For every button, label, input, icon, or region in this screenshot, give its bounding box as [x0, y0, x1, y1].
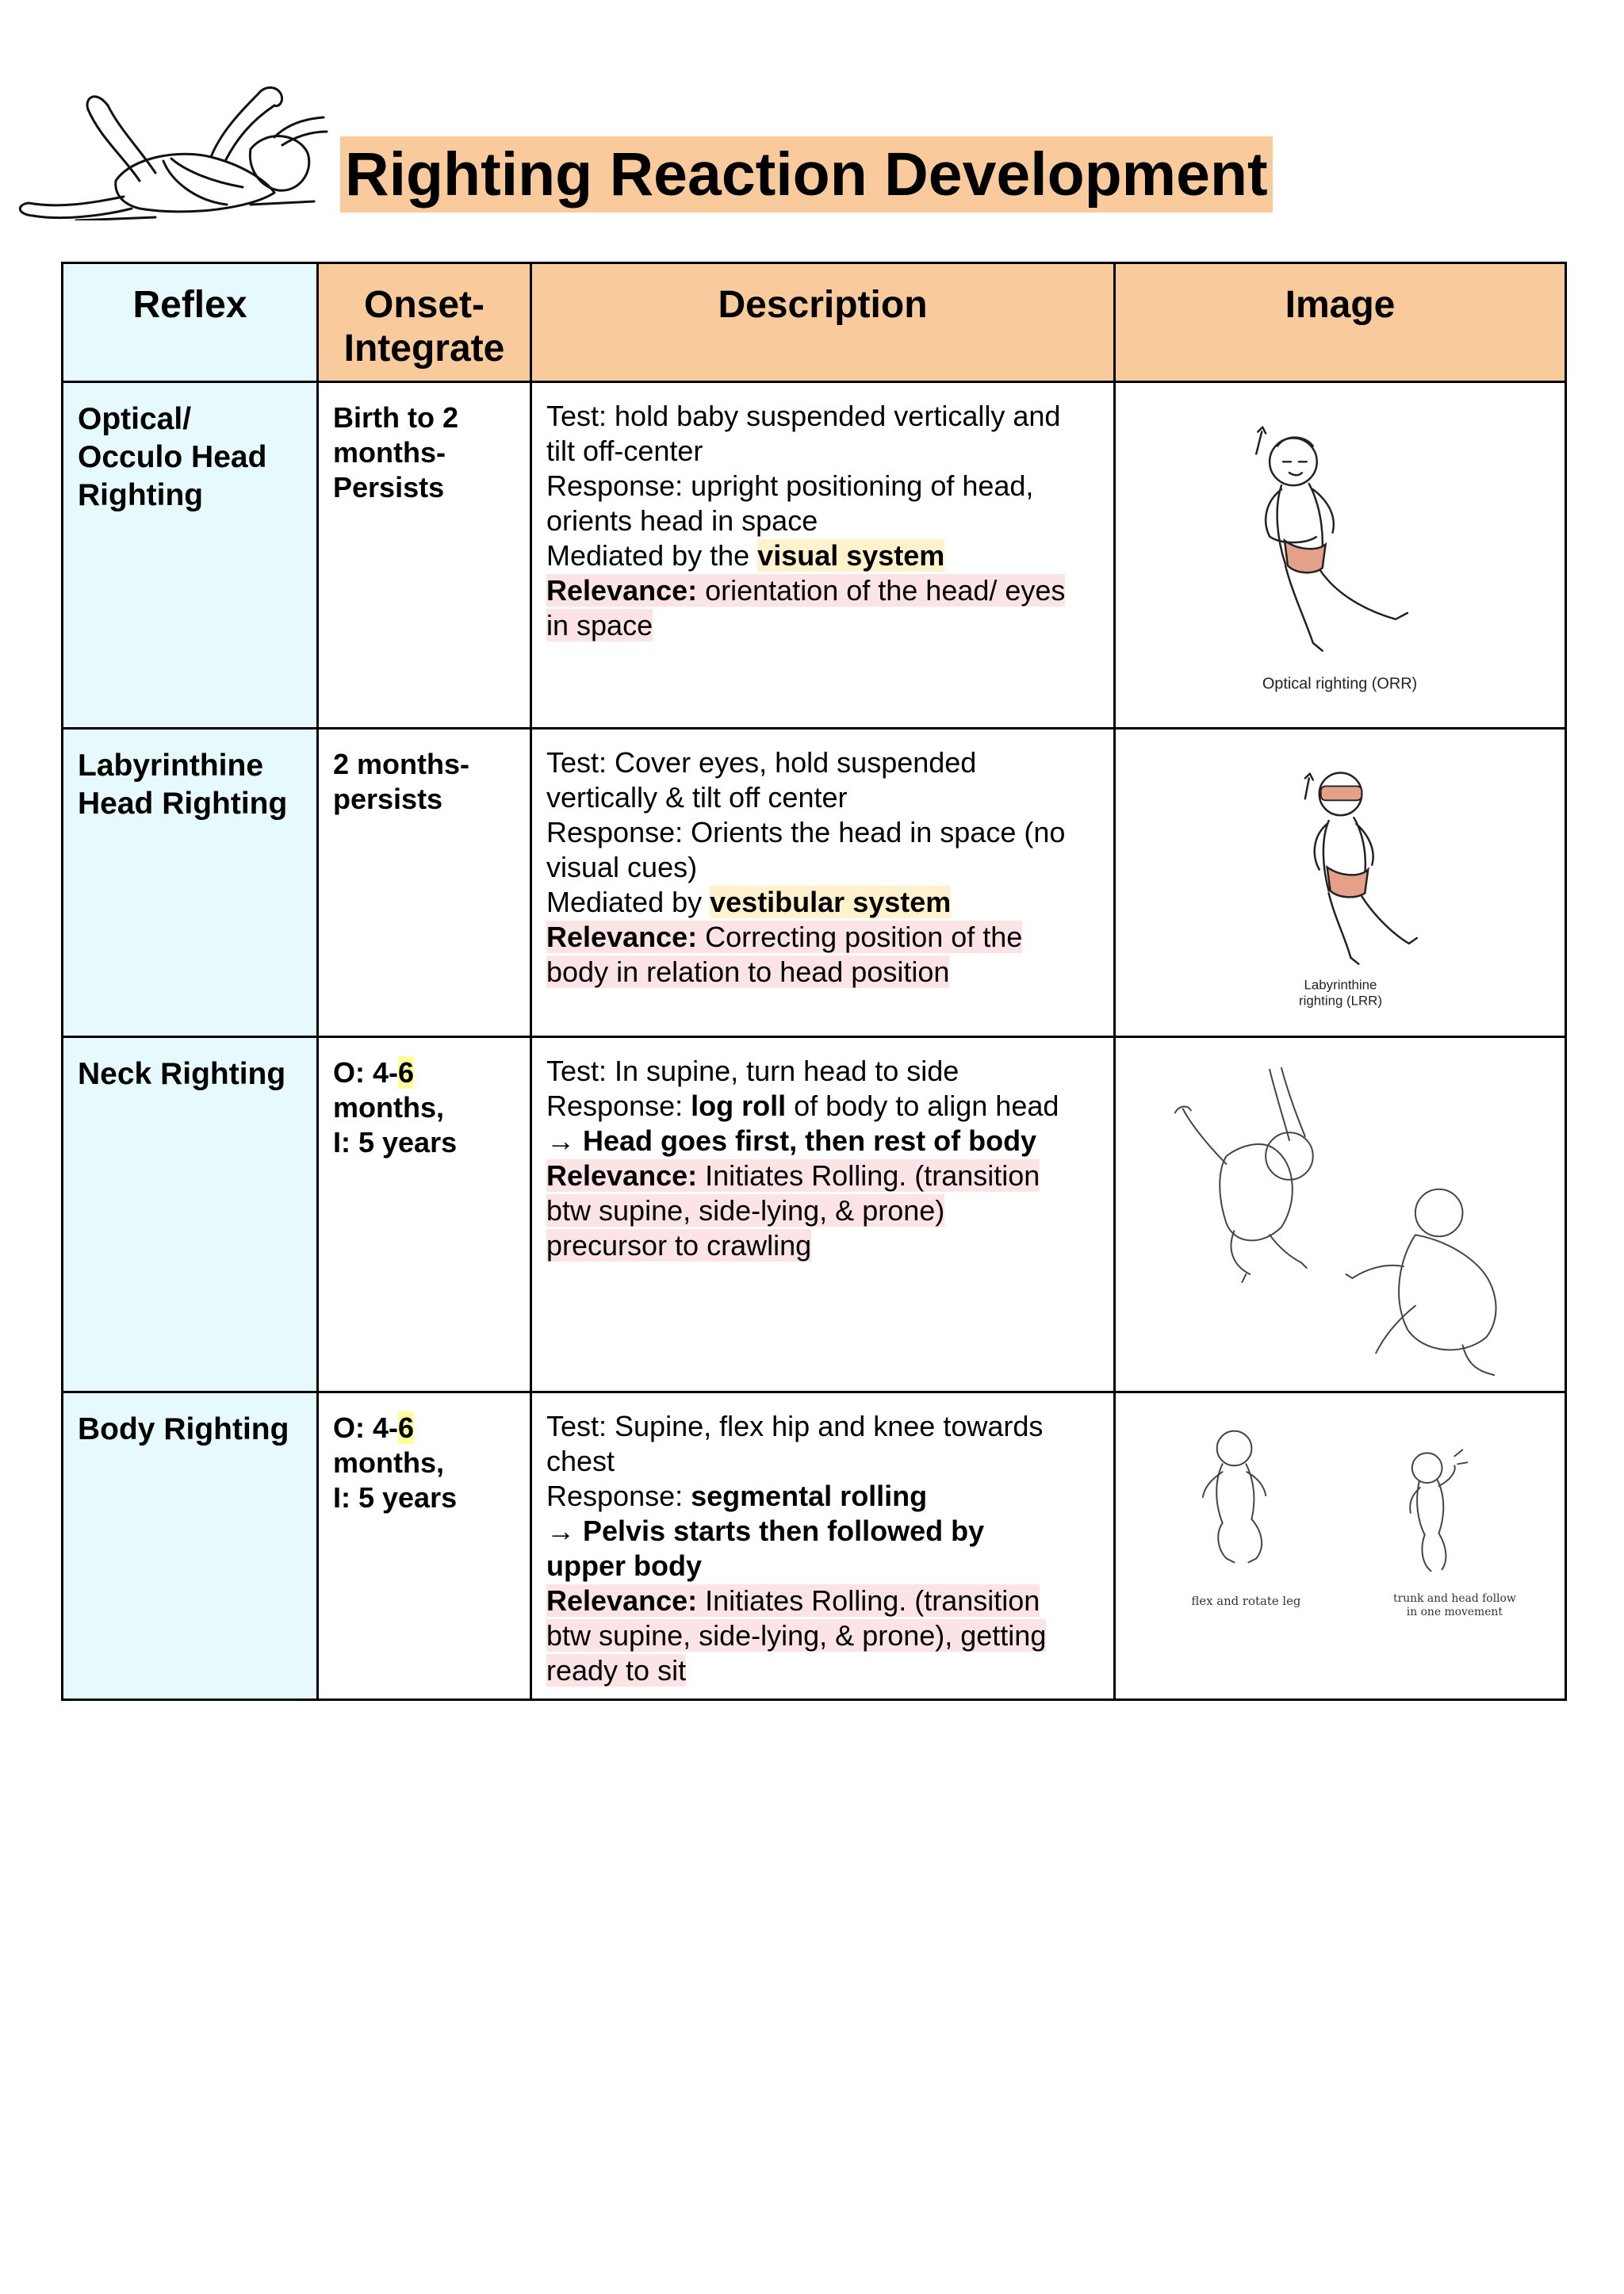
- image-cell: [1115, 382, 1566, 729]
- onset-line: Birth to 2: [333, 401, 458, 434]
- desc-text: Response:: [546, 1090, 691, 1122]
- desc-text: Mediated by the: [546, 539, 758, 572]
- reflex-name-cell: [63, 382, 318, 729]
- desc-line: [546, 1618, 1104, 1653]
- image-cell: [1115, 1037, 1566, 1392]
- body-righting-image: [1116, 1393, 1565, 1698]
- onset-line: Persists: [333, 471, 445, 504]
- onset-line: months-: [333, 436, 446, 469]
- desc-line: tilt off-center: [546, 435, 703, 467]
- header-baby-illustration: [13, 62, 330, 220]
- desc-line: vertically & tilt off center: [546, 781, 848, 814]
- onset-highlight: 6: [398, 1056, 415, 1089]
- header-image: Image: [1115, 263, 1566, 382]
- header-onset-line1: Onset-: [363, 284, 485, 326]
- reflex-name-line: Neck Righting: [78, 1057, 286, 1091]
- image-caption-right-line1: trunk and head follow: [1393, 1591, 1516, 1605]
- desc-line: [546, 955, 1104, 990]
- desc-line: Test: Supine, flex hip and knee towards: [546, 1410, 1044, 1442]
- relevance-text: ready to sit: [546, 1654, 687, 1687]
- header-description: Description: [531, 263, 1115, 382]
- desc-line: Response: Orients the head in space (no: [546, 816, 1066, 848]
- table-row: [63, 1392, 1566, 1700]
- onset-line: persists: [333, 783, 443, 815]
- image-caption-line1: Labyrinthine: [1304, 977, 1377, 993]
- desc-bold: segmental rolling: [691, 1480, 928, 1512]
- relevance-text: body in relation to head position: [546, 956, 950, 988]
- description-cell: [531, 729, 1115, 1037]
- reflex-name-line: Head Righting: [78, 787, 288, 821]
- desc-line: [546, 1479, 1104, 1514]
- image-caption-right-line2: in one movement: [1406, 1605, 1503, 1618]
- desc-line: Response: upright positioning of head,: [546, 469, 1034, 502]
- reflex-name-line: Optical/: [78, 402, 192, 436]
- relevance-label: Relevance:: [546, 921, 698, 953]
- onset-line: [333, 1411, 522, 1446]
- onset-line: months,: [333, 1446, 444, 1479]
- relevance-text: orientation of the head/ eyes: [697, 574, 1066, 607]
- desc-line: [546, 1089, 1104, 1124]
- description-cell: [531, 382, 1115, 729]
- header-onset-integrate: [318, 263, 531, 382]
- reflex-name-cell: [63, 729, 318, 1037]
- desc-text: of body to align head: [786, 1090, 1059, 1122]
- onset-text: O: 4-: [333, 1056, 399, 1089]
- reflex-name-line: Body Righting: [78, 1412, 289, 1446]
- relevance-text: precursor to crawling: [546, 1229, 812, 1262]
- onset-line: [333, 1055, 522, 1090]
- desc-line: [546, 1584, 1104, 1618]
- onset-line: I: 5 years: [333, 1126, 458, 1158]
- header-onset-line2: Integrate: [343, 327, 505, 370]
- image-cell: [1115, 729, 1566, 1037]
- table-row: [63, 1037, 1566, 1392]
- labyrinthine-righting-image: [1116, 730, 1565, 1036]
- highlight-visual-system: visual system: [757, 539, 945, 572]
- desc-line: [546, 1653, 1104, 1688]
- desc-line: [546, 608, 1104, 643]
- desc-line: [546, 1228, 1104, 1263]
- relevance-text: in space: [546, 609, 653, 641]
- desc-line: visual cues): [546, 851, 698, 883]
- description-cell: [531, 1392, 1115, 1700]
- desc-line: [546, 573, 1104, 608]
- relevance-label: Relevance:: [546, 1159, 698, 1192]
- image-caption-left: flex and rotate leg: [1191, 1593, 1301, 1608]
- desc-line: Test: Cover eyes, hold suspended: [546, 746, 977, 779]
- relevance-text: Correcting position of the: [697, 921, 1023, 953]
- onset-text: O: 4-: [333, 1411, 399, 1444]
- relevance-label: Relevance:: [546, 574, 698, 607]
- desc-line: [546, 538, 1104, 573]
- righting-reaction-table: [61, 262, 1567, 1701]
- desc-line: [546, 885, 1104, 920]
- onset-highlight: 6: [398, 1411, 415, 1444]
- desc-line: orients head in space: [546, 504, 818, 537]
- image-caption-line2: righting (LRR): [1299, 993, 1382, 1009]
- desc-line: chest: [546, 1445, 615, 1477]
- desc-line: → Pelvis starts then followed by: [546, 1515, 985, 1547]
- desc-line: [546, 1193, 1104, 1228]
- table-row: [63, 729, 1566, 1037]
- page-title: Righting Reaction Development: [340, 136, 1273, 213]
- image-cell: [1115, 1392, 1566, 1700]
- onset-cell: [318, 1037, 531, 1392]
- desc-line: Test: hold baby suspended vertically and: [546, 400, 1061, 432]
- desc-text: Response:: [546, 1480, 691, 1512]
- reflex-name-cell: [63, 1392, 318, 1700]
- desc-line: upper body: [546, 1549, 702, 1582]
- onset-line: months,: [333, 1091, 444, 1124]
- desc-line: [546, 920, 1104, 955]
- highlight-vestibular-system: vestibular system: [710, 886, 952, 918]
- desc-line: Test: In supine, turn head to side: [546, 1055, 959, 1087]
- onset-cell: [318, 1392, 531, 1700]
- onset-cell: [318, 382, 531, 729]
- neck-righting-image: [1116, 1038, 1565, 1391]
- relevance-text: Initiates Rolling. (transition: [697, 1584, 1040, 1617]
- relevance-text: btw supine, side-lying, & prone): [546, 1194, 945, 1227]
- relevance-text: Initiates Rolling. (transition: [697, 1159, 1040, 1192]
- reflex-name-line: Labyrinthine: [78, 749, 264, 783]
- optical-righting-image: [1116, 383, 1565, 727]
- onset-line: I: 5 years: [333, 1481, 458, 1514]
- relevance-text: btw supine, side-lying, & prone), getting: [546, 1619, 1047, 1652]
- table-header-row: [63, 263, 1566, 382]
- header-reflex: Reflex: [63, 263, 318, 382]
- desc-bold: log roll: [691, 1090, 787, 1122]
- reflex-name-line: Occulo Head: [78, 440, 267, 474]
- desc-line: [546, 1158, 1104, 1193]
- reflex-name-line: Righting: [78, 478, 204, 512]
- desc-line: → Head goes first, then rest of body: [546, 1124, 1037, 1157]
- relevance-label: Relevance:: [546, 1584, 698, 1617]
- reflex-name-cell: [63, 1037, 318, 1392]
- table-row: [63, 382, 1566, 729]
- onset-line: 2 months-: [333, 748, 470, 780]
- description-cell: [531, 1037, 1115, 1392]
- desc-text: Mediated by: [546, 886, 710, 918]
- onset-cell: [318, 729, 531, 1037]
- image-caption: Optical righting (ORR): [1262, 675, 1418, 693]
